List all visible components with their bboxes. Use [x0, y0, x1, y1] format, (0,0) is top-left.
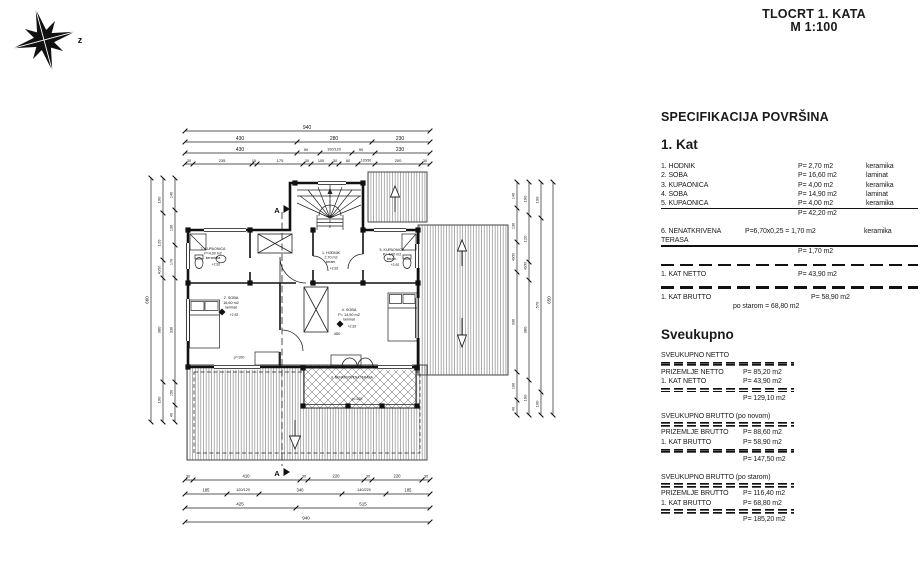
svg-text:190: 190 — [534, 196, 540, 204]
room-material: keramika — [866, 181, 894, 189]
svg-text:30: 30 — [186, 159, 192, 163]
terrace-row — [661, 227, 918, 248]
svg-text:keram.: keram. — [386, 257, 398, 261]
svg-text:p=100: p=100 — [351, 397, 363, 401]
terrace-material: keramika — [864, 227, 892, 235]
svg-text:430: 430 — [235, 147, 245, 153]
svg-text:z: z — [77, 35, 83, 45]
spec-panel — [661, 110, 918, 533]
block-total: P= 147,50 m2 — [743, 455, 786, 463]
svg-text:30: 30 — [304, 159, 310, 163]
svg-text:190: 190 — [156, 196, 162, 204]
svg-text:230: 230 — [395, 147, 405, 153]
block-row-1: 1. KAT NETTO P= 43,90 m2 — [661, 377, 782, 385]
svg-text:90: 90 — [303, 147, 309, 152]
svg-text:130: 130 — [169, 224, 174, 232]
spec-heading: SPECIFIKACIJA POVRŠINA — [661, 110, 829, 124]
svg-text:30: 30 — [185, 474, 191, 479]
svg-text:A: A — [274, 206, 280, 215]
svg-text:940: 940 — [302, 515, 310, 521]
svg-text:380: 380 — [522, 326, 528, 334]
brutto-label: 1. KAT BRUTTO — [661, 293, 712, 301]
room-area: P= 16,60 m2 — [798, 172, 837, 180]
block-row-0: PRIZEMLJE BRUTTO P= 88,60 m2 — [661, 429, 782, 437]
svg-text:30: 30 — [422, 159, 428, 163]
room-name: 5. KUPAONICA — [661, 200, 709, 208]
room-row — [661, 199, 918, 209]
svg-text:120: 120 — [522, 235, 528, 243]
room-material: keramika — [866, 163, 894, 170]
sveukupno-block — [661, 412, 918, 464]
svg-text:3. KUPAONICA: 3. KUPAONICA — [200, 247, 226, 251]
room-name: 4. SOBA — [661, 190, 688, 198]
svg-text:220: 220 — [332, 473, 340, 479]
block-row-0: PRIZEMLJE NETTO P= 85,20 m2 — [661, 368, 782, 376]
drawing-scale: M 1:100 — [790, 20, 838, 34]
drawing-title-block — [744, 8, 884, 34]
room-area: P= 2,70 m2 — [798, 163, 833, 170]
brutto-note: po starom = 68,80 m2 — [733, 303, 800, 311]
svg-text:40/30: 40/30 — [511, 253, 516, 261]
svg-text:40/30: 40/30 — [523, 262, 528, 270]
svg-text:40/30: 40/30 — [157, 265, 162, 275]
svg-text:140/220: 140/220 — [357, 488, 371, 492]
room-material: keramika — [866, 200, 894, 208]
svg-text:425: 425 — [236, 501, 244, 507]
room-row — [661, 181, 918, 190]
block-row-1: 1. KAT BRUTTO P= 68,80 m2 — [661, 499, 782, 507]
svg-text:2,70 m2: 2,70 m2 — [324, 255, 338, 260]
double-dashed-rule — [661, 388, 794, 393]
svg-text:340: 340 — [296, 487, 304, 493]
sveukupno-heading: Sveukupno — [661, 327, 734, 343]
svg-text:410: 410 — [242, 473, 250, 479]
sveukupno-blocks — [661, 351, 918, 524]
room-row — [661, 162, 918, 171]
netto-row — [661, 270, 918, 279]
double-dashed-rule — [661, 509, 794, 514]
svg-text:16,60 m2: 16,60 m2 — [223, 301, 239, 305]
svg-text:5. KUPAONICA: 5. KUPAONICA — [379, 248, 405, 252]
svg-text:laminat: laminat — [225, 305, 237, 310]
double-dashed-rule — [661, 449, 794, 454]
svg-text:190: 190 — [522, 394, 528, 402]
svg-text:130: 130 — [511, 222, 516, 230]
room-area: P= 4,00 m2 — [798, 200, 833, 208]
balcony — [304, 368, 416, 408]
room-area: P= 4,00 m2 — [798, 181, 833, 189]
terrace-calc: P=6,70x0,25 = 1,70 m2 — [745, 227, 816, 235]
block-row-1: 1. KAT BRUTTO P= 58,90 m2 — [661, 438, 782, 446]
block-total: P= 129,10 m2 — [743, 394, 786, 402]
block-total: P= 185,20 m2 — [743, 516, 786, 524]
dashed-rule — [661, 286, 918, 288]
svg-text:430: 430 — [235, 136, 245, 142]
terrace-name: 6. NENATKRIVENA TERASA — [661, 227, 721, 245]
svg-text:30: 30 — [423, 474, 429, 479]
svg-text:100: 100 — [511, 382, 516, 390]
block-title: SVEUKUPNO BRUTTO (po novom) — [661, 412, 771, 420]
svg-text:30: 30 — [365, 474, 371, 479]
svg-text:330: 330 — [511, 318, 516, 326]
svg-text:280: 280 — [329, 136, 339, 142]
block-title: SVEUKUPNO NETTO — [661, 352, 729, 360]
svg-text:140: 140 — [511, 192, 516, 200]
room-name: 3. KUPAONICA — [661, 181, 709, 189]
svg-text:40: 40 — [511, 406, 516, 412]
svg-text:p=100: p=100 — [233, 355, 245, 360]
svg-text:235: 235 — [218, 158, 226, 163]
svg-text:+2,92: +2,92 — [347, 324, 357, 329]
svg-text:120/30: 120/30 — [360, 158, 372, 163]
svg-text:keramika: keramika — [205, 256, 221, 260]
dashed-rule — [661, 264, 918, 266]
sveukupno-block — [661, 473, 918, 525]
svg-text:keram.: keram. — [325, 260, 337, 264]
room-name: 1. HODNIK — [661, 163, 696, 170]
svg-text:570: 570 — [534, 301, 540, 309]
rooms-total: P= 42,20 m2 — [798, 210, 837, 218]
svg-text:4. SOBA: 4. SOBA — [341, 308, 357, 312]
block-row-0: PRIZEMLJE BRUTTO P= 116,40 m2 — [661, 490, 786, 498]
svg-text:220: 220 — [393, 473, 401, 479]
svg-text:+2,92: +2,92 — [211, 262, 221, 267]
svg-text:450: 450 — [333, 331, 341, 336]
svg-text:140: 140 — [169, 191, 174, 199]
svg-text:P= 14,90 m2: P= 14,90 m2 — [338, 313, 360, 317]
svg-text:515: 515 — [359, 501, 367, 507]
netto-value: P= 43,90 m2 — [798, 271, 837, 279]
svg-text:940: 940 — [302, 125, 312, 131]
rooms-total-row — [661, 209, 918, 218]
svg-text:100/120: 100/120 — [327, 147, 341, 152]
svg-text:+2,92: +2,92 — [390, 263, 400, 267]
svg-text:200: 200 — [394, 158, 402, 163]
compass-rose-icon — [5, 1, 83, 79]
sveukupno-block — [661, 351, 918, 403]
drawing-title: TLOCRT 1. KATA — [762, 7, 866, 21]
svg-text:1. HODNIK: 1. HODNIK — [322, 251, 340, 255]
svg-text:30: 30 — [301, 474, 307, 479]
svg-text:380: 380 — [156, 326, 162, 334]
room-row — [661, 171, 918, 180]
svg-text:P= 4,00 m2: P= 4,00 m2 — [382, 252, 402, 257]
room-material: laminat — [866, 190, 888, 198]
double-dashed-rule — [661, 422, 794, 427]
brutto-value: P= 58,90 m2 — [811, 293, 850, 301]
double-dashed-rule — [661, 483, 794, 488]
room-material: laminat — [866, 172, 888, 180]
svg-text:120/120: 120/120 — [236, 488, 250, 492]
svg-text:330: 330 — [169, 326, 174, 334]
svg-text:80: 80 — [345, 159, 351, 163]
terrace-total: P= 1,70 m2 — [798, 248, 833, 256]
svg-text:170: 170 — [169, 258, 174, 266]
svg-text:190: 190 — [522, 195, 528, 203]
svg-text:185: 185 — [202, 487, 210, 493]
svg-text:+2,92: +2,92 — [229, 313, 239, 317]
room-name: 2. SOBA — [661, 172, 688, 180]
brutto-row — [661, 293, 918, 302]
svg-text:190: 190 — [156, 396, 162, 404]
svg-text:laminat: laminat — [343, 317, 355, 322]
svg-text:660: 660 — [144, 296, 150, 304]
svg-text:40: 40 — [169, 412, 174, 418]
rooms-table — [661, 162, 918, 209]
svg-text:6. NENATKRIVENA TERASA: 6. NENATKRIVENA TERASA — [331, 375, 373, 380]
svg-text:2. SOBA: 2. SOBA — [223, 296, 239, 300]
svg-text:190: 190 — [534, 400, 540, 408]
svg-text:150: 150 — [169, 389, 174, 397]
double-dashed-rule — [661, 362, 794, 367]
floor-heading: 1. Kat — [661, 137, 698, 152]
svg-text:185: 185 — [404, 487, 412, 493]
room-area: P= 14,90 m2 — [798, 190, 837, 198]
svg-text:P=4,00 m2: P=4,00 m2 — [204, 251, 222, 256]
svg-text:A: A — [274, 469, 280, 478]
svg-text:15: 15 — [251, 159, 257, 163]
svg-text:100: 100 — [317, 159, 325, 163]
svg-text:230: 230 — [395, 136, 405, 142]
svg-text:+2,92: +2,92 — [329, 266, 339, 271]
netto-label: 1. KAT NETTO — [661, 271, 707, 279]
svg-text:120: 120 — [156, 239, 162, 247]
svg-text:30: 30 — [332, 159, 338, 163]
terrace-total-row — [661, 247, 918, 256]
room-row — [661, 190, 918, 199]
svg-text:650: 650 — [546, 296, 552, 304]
svg-text:90: 90 — [358, 147, 364, 152]
svg-text:175: 175 — [276, 158, 284, 163]
block-title: SVEUKUPNO BRUTTO (po starom) — [661, 473, 771, 481]
